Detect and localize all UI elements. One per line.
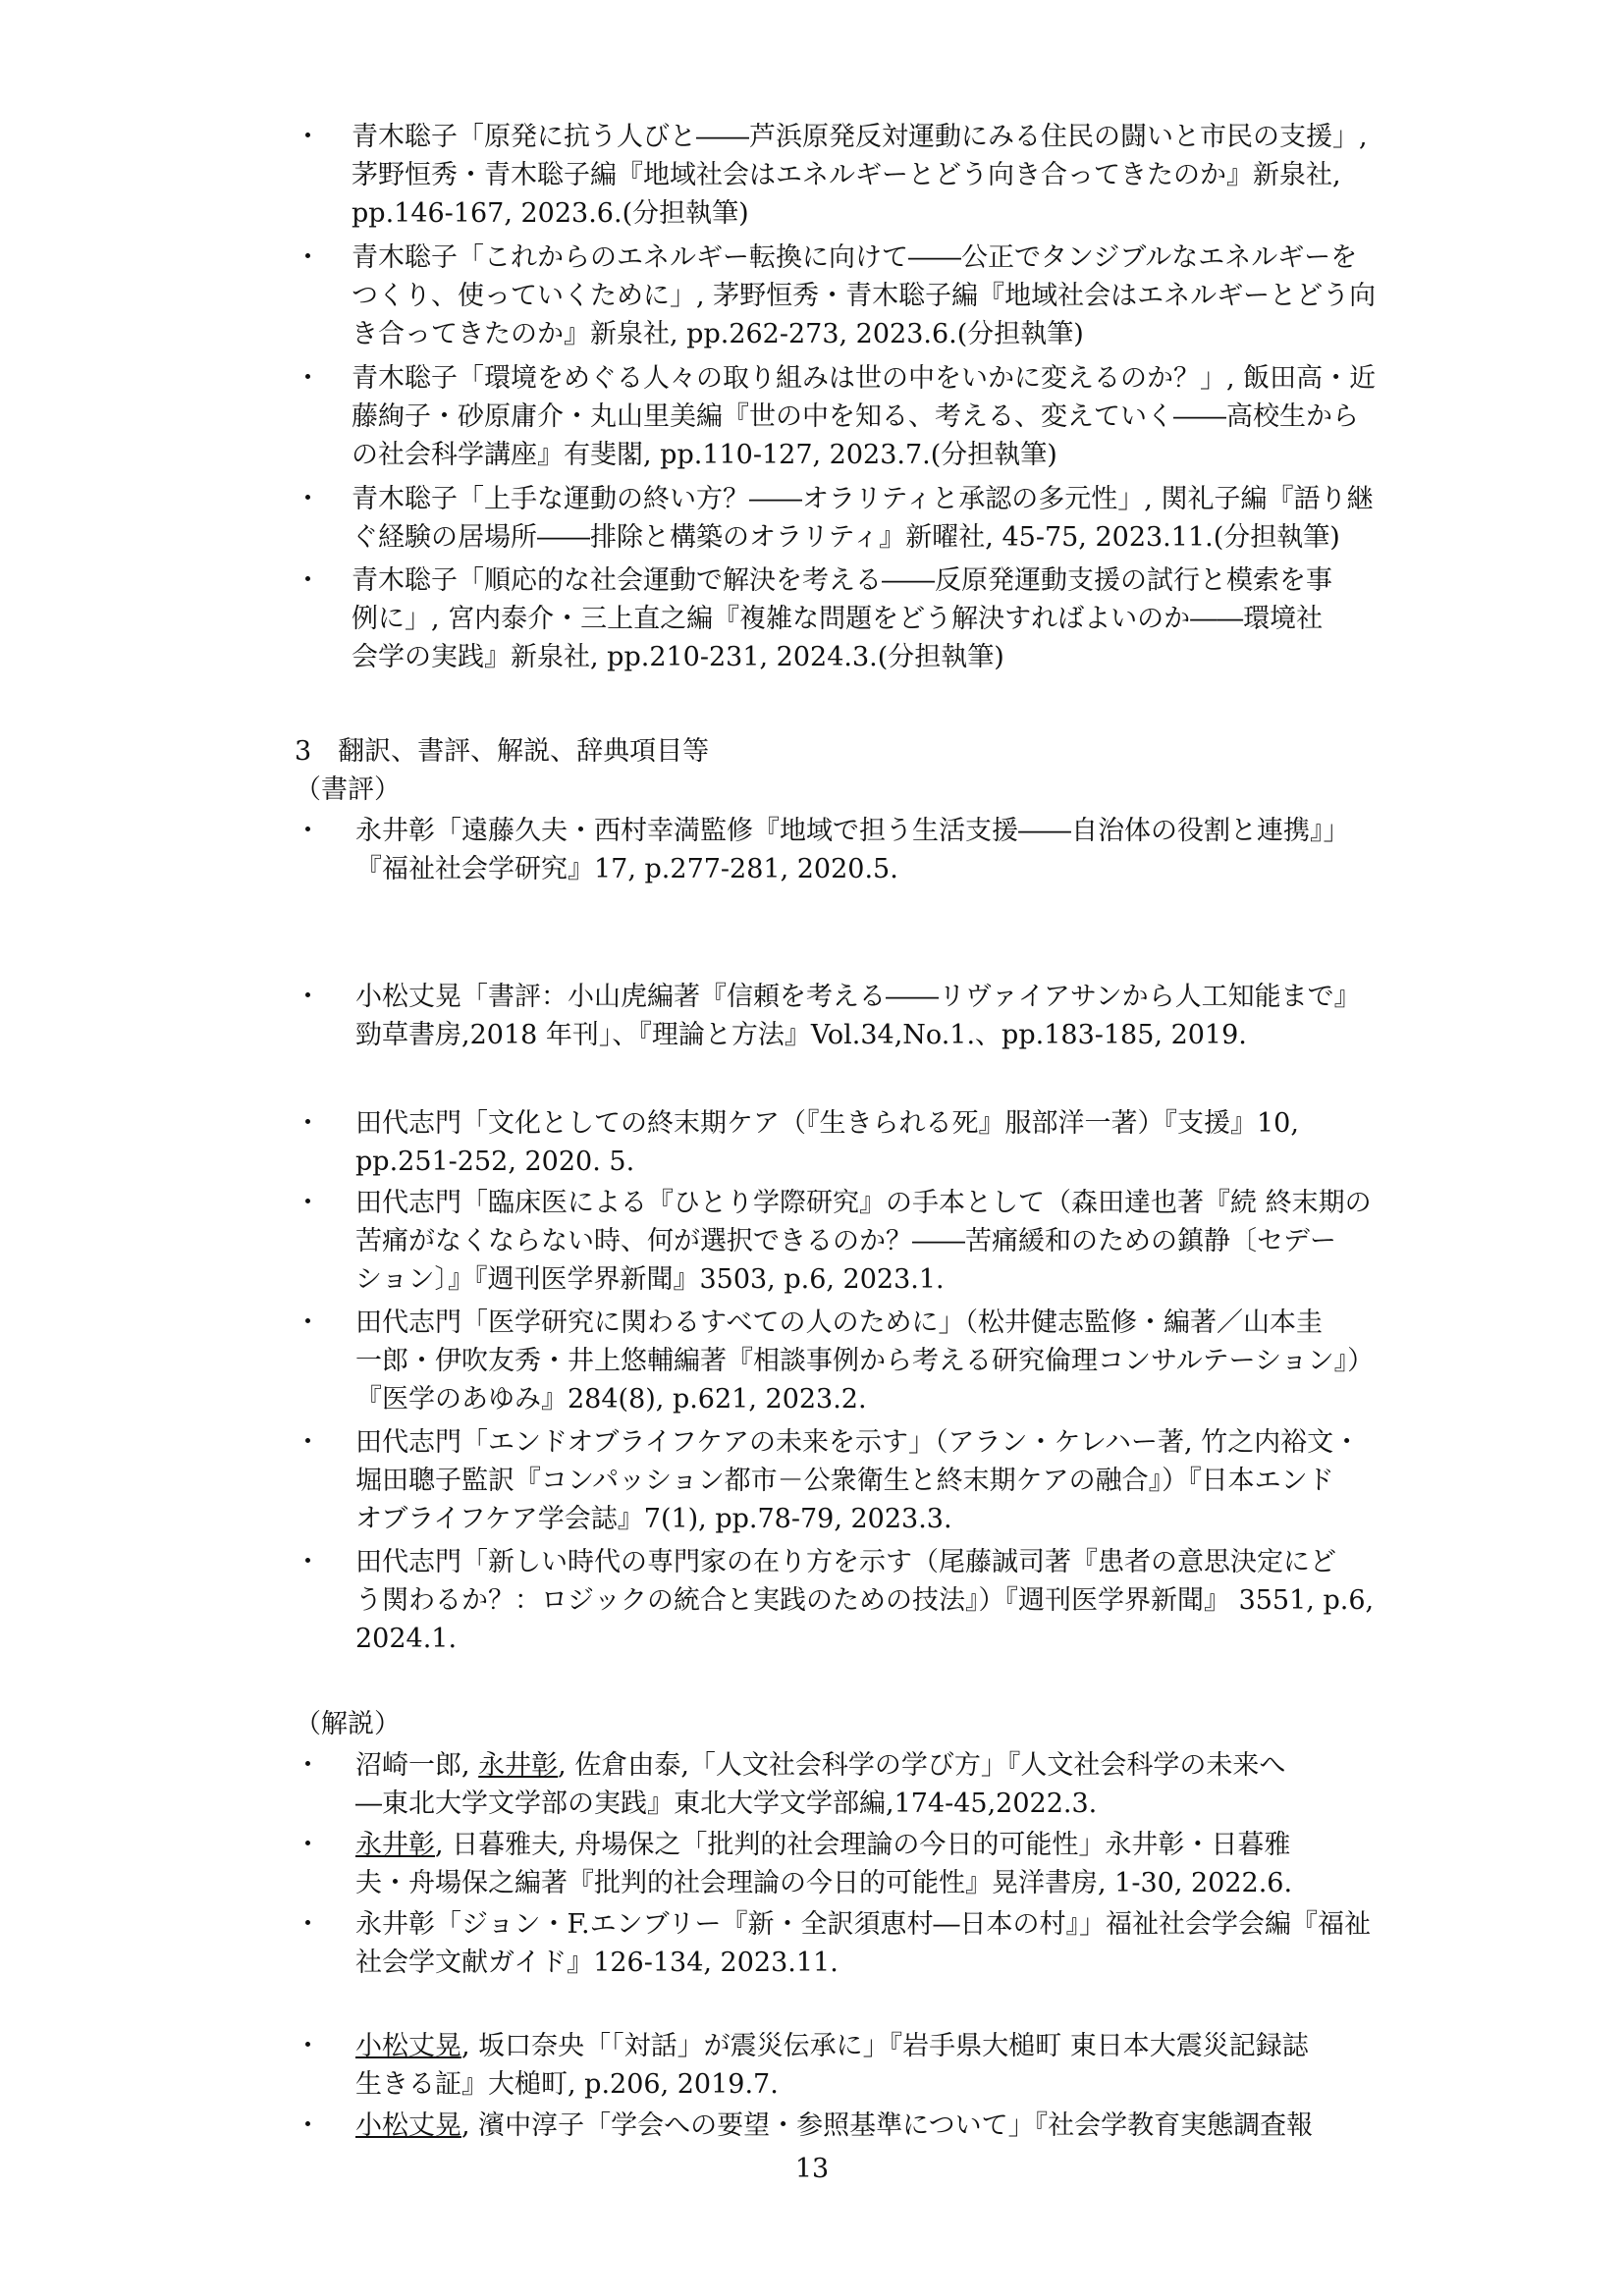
entry-text: 小松丈晃「書評：小山虎編著『信頼を考える――リヴァイアサンから人工知能まで』 勁草書房,2018 年刊」、『理論と方法』Vol.34,No.1.、pp.183-185, 2019. — [355, 982, 1361, 1050]
review-entry — [295, 978, 1404, 1054]
commentary-entry — [295, 2027, 1404, 2104]
entry-text: 青木聡子「環境をめぐる人々の取り組みは世の中をいかに変えるのか？」, 飯田高・近 藤絢子・砂原庸介・丸山里美編『世の中を知る、考える、変えていく――高校生から の社会科学講座』有斐閣, pp.110-127, 2023.7.(分担執筆) — [352, 363, 1377, 470]
author-text: 沼崎一郎, — [355, 1750, 479, 1781]
book-entry — [295, 239, 1404, 353]
book-entry — [295, 359, 1404, 474]
review-entry — [295, 1184, 1404, 1299]
review-entry — [295, 1104, 1404, 1181]
bullet: ・ — [295, 1750, 321, 1781]
bullet: ・ — [295, 1830, 321, 1860]
underlined-author: 永井彰 — [355, 1830, 435, 1860]
entry-text — [355, 2107, 1404, 2145]
review-entry — [295, 812, 1404, 888]
commentary-entry — [295, 1746, 1404, 1823]
bullet: ・ — [295, 484, 321, 514]
entry-text: 永井彰「遠藤久夫・西村幸満監修『地域で担う生活支援――自治体の役割と連携』」 『福祉社会学研究』17, p.277-281, 2020.5. — [355, 816, 1350, 884]
bullet: ・ — [295, 2031, 321, 2061]
bullet: ・ — [295, 242, 321, 273]
bullet: ・ — [295, 122, 321, 152]
underlined-author: 小松丈晃 — [355, 2110, 461, 2141]
underlined-author: 小松丈晃 — [355, 2031, 461, 2061]
bullet: ・ — [295, 982, 321, 1012]
reviews-label: （書評） — [295, 774, 401, 805]
citation-text: , 坂口奈央「「対話」が震災伝承に」『岩手県大槌町 東日本大震災記録誌 生きる証』大槌町, p.206, 2019.7. — [355, 2031, 1309, 2100]
entry-text: 田代志門「医学研究に関わるすべての人のために」（松井健志監修・編著／山本圭 一郎・伊吹友秀・井上悠輔編著『相談事例から考える研究倫理コンサルテーション』） 『医学のあゆみ』284(8), p.621, 2023.2. — [355, 1308, 1375, 1415]
review-entry — [295, 1423, 1404, 1538]
commentary-entry — [295, 2107, 1404, 2145]
citation-text: , 日暮雅夫, 舟場保之「批判的社会理論の今日的可能性」永井彰・日暮雅 夫・舟場保之編著『批判的社会理論の今日的可能性』晃洋書房, 1-30, 2022.6. — [355, 1830, 1293, 1898]
entry-text: 青木聡子「上手な運動の終い方？――オラリティと承認の多元性」, 関礼子編『語り継 ぐ経験の居場所――排除と構築のオラリティ』新曜社, 45-75, 2023.11.(分担執筆) — [352, 484, 1374, 553]
book-entry — [295, 561, 1404, 676]
bullet: ・ — [295, 565, 321, 596]
page-number: 13 — [794, 2154, 830, 2184]
entry-text: 青木聡子「これからのエネルギー転換に向けて――公正でタンジブルなエネルギーを つくり、使っていくために」, 茅野恒秀・青木聡子編『地域社会はエネルギーとどう向 き合ってきたのか』新泉社, pp.262-273, 2023.6.(分担執筆) — [352, 242, 1377, 349]
bullet: ・ — [295, 1188, 321, 1218]
commentary-label: （解説） — [295, 1709, 401, 1739]
entry-text — [355, 1905, 1404, 1982]
entry-text: 田代志門「臨床医による『ひとり学際研究』の手本として（森田達也著『続 終末期の 苦痛がなくならない時、何が選択できるのか？――苦痛緩和のための鎮静〔セデー ション〕』『週刊医学界新聞』3503, p.6, 2023.1. — [355, 1188, 1372, 1295]
bullet: ・ — [295, 816, 321, 846]
bullet: ・ — [295, 1108, 321, 1139]
bullet: ・ — [295, 363, 321, 394]
entry-text: 青木聡子「原発に抗う人びと――芦浜原発反対運動にみる住民の闘いと市民の支援」, 茅野恒秀・青木聡子編『地域社会はエネルギーとどう向き合ってきたのか』新泉社, pp.146-167, 2023.6.(分担執筆) — [352, 122, 1368, 229]
entry-text: 田代志門「エンドオブライフケアの未来を示す」（アラン・ケレハー著, 竹之内裕文・ 堀田聰子監訳『コンパッション都市－公衆衛生と終末期ケアの融合』）『日本エンド オブライフケア学会誌』7(1), pp.78-79, 2023.3. — [355, 1427, 1361, 1534]
bullet: ・ — [295, 1427, 321, 1458]
underlined-author: 永井彰 — [478, 1750, 559, 1781]
entry-text — [355, 2027, 1404, 2104]
entry-text: 青木聡子「順応的な社会運動で解決を考える――反原発運動支援の試行と模索を事 例に」, 宮内泰介・三上直之編『複雑な問題をどう解決すればよいのか――環境社 会学の実践』新泉社, pp.210-231, 2024.3.(分担執筆) — [352, 565, 1332, 672]
bullet: ・ — [295, 2110, 321, 2141]
entry-text — [355, 1746, 1404, 1823]
bullet: ・ — [295, 1308, 321, 1338]
book-entry — [295, 118, 1404, 233]
citation-text: 永井彰「ジョン・F.エンブリー『新・全訳須恵村―日本の村』」福祉社会学会編『福祉 社会学文献ガイド』126-134, 2023.11. — [355, 1909, 1371, 1978]
entry-text: 田代志門「新しい時代の専門家の在り方を示す（尾藤誠司著『患者の意思決定にど う関わるか？：ロジックの統合と実践のための技法』）『週刊医学界新聞』 3551, p.6, 2024.1. — [355, 1547, 1375, 1654]
commentary-entry — [295, 1905, 1404, 1982]
review-entry — [295, 1304, 1404, 1418]
bullet: ・ — [295, 1909, 321, 1940]
section-heading: 3 翻訳、書評、解説、辞典項目等 — [295, 736, 710, 767]
review-entry — [295, 1543, 1404, 1658]
entry-text: 田代志門「文化としての終末期ケア（『生きられる死』服部洋一著）『支援』10, pp.251-252, 2020. 5. — [355, 1108, 1299, 1177]
commentary-entry — [295, 1826, 1404, 1902]
citation-text: , 佐倉由泰,「人文社会科学の学び方」『人文社会科学の未来へ ―東北大学文学部の実践』東北大学文学部編,174-45,2022.3. — [355, 1750, 1286, 1819]
citation-text: , 濱中淳子「学会への要望・参照基準について」『社会学教育実態調査報 — [461, 2110, 1314, 2141]
bullet: ・ — [295, 1547, 321, 1577]
entry-text — [355, 1826, 1404, 1902]
book-entry — [295, 480, 1404, 557]
